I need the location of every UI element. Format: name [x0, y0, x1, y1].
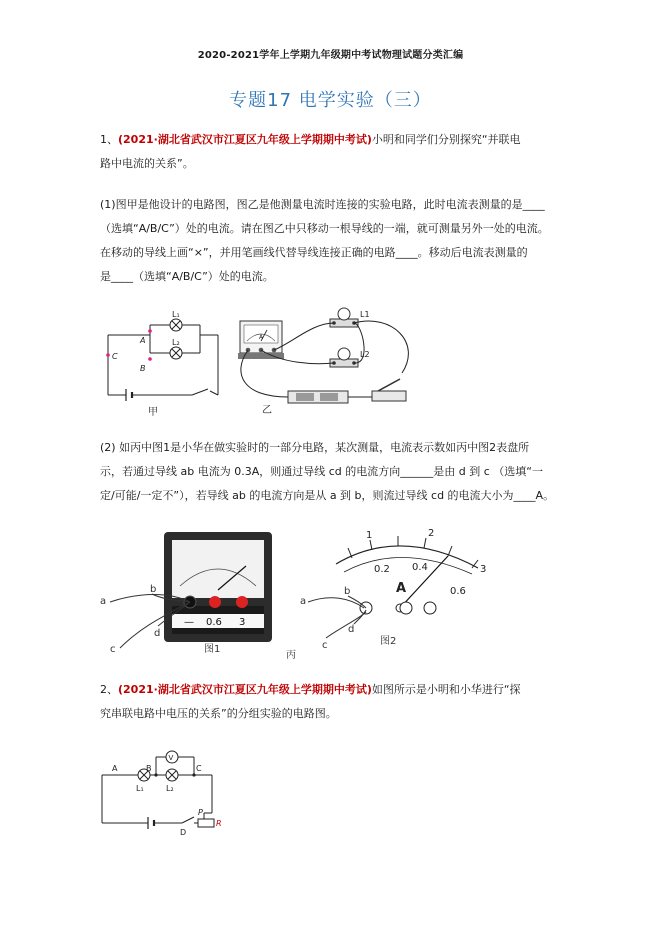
terminal-label-06: 0.6	[206, 617, 222, 628]
lamp-l2-icon	[166, 769, 178, 781]
rheostat-icon	[198, 819, 214, 827]
figure-bing	[100, 528, 500, 663]
q1-p2-line3: 定/可能/一定不”），若导线 ab 的电流方向是从 a 到 b，则流过导线 cd 的电流大小为____A。	[100, 489, 555, 502]
lamp-l1-icon	[170, 319, 182, 331]
label-l2: L₂	[172, 338, 180, 347]
q2-number: 2、	[100, 683, 118, 696]
page-header: 2020-2021学年上学期九年级期中考试物理试题分类汇编	[197, 50, 464, 61]
page-title: 专题17 电学实验（三）	[229, 90, 432, 111]
q1-part2	[100, 436, 580, 508]
q1-intro-line2: 路中电流的关系”。	[100, 157, 194, 170]
dial-top-2: 2	[428, 528, 435, 539]
terminal-label-3: 3	[239, 617, 246, 628]
dial-terminal-06	[400, 602, 412, 614]
ammeter-icon	[238, 321, 284, 359]
fig2-wire-c: c	[322, 640, 328, 651]
dial-bottom-02: 0.2	[374, 564, 390, 575]
label-l2: L₂	[166, 784, 174, 793]
series-circuit-diagram	[98, 745, 238, 837]
fig2-wire-d: d	[348, 624, 355, 635]
point-a-marker	[148, 329, 152, 333]
label-c: C	[112, 352, 118, 361]
dial-top-1: 1	[366, 530, 373, 541]
q1-number: 1、	[100, 133, 118, 146]
switch-icon	[372, 379, 406, 401]
q2-intro-line1: 如图所示是小明和小华进行“探	[371, 683, 521, 696]
q1-source: (2021·湖北省武汉市江夏区九年级上学期期中考试)	[118, 133, 372, 146]
fig-yi-label: 乙	[262, 405, 272, 416]
lamp-holder-l1-icon	[330, 308, 358, 327]
q2-intro	[100, 678, 570, 726]
label-l1: L₁	[136, 784, 144, 793]
q1-p1-line3: 在移动的导线上画“×”，并用笔画线代替导线连接正确的电路____。移动后电流表测量的	[100, 246, 528, 259]
q1-p1-line1: (1)图甲是他设计的电路图，图乙是他测量电流时连接的实验电路，此时电流表测量的是____	[100, 198, 545, 211]
point-c-marker	[106, 353, 110, 357]
terminal-label-neg: —	[184, 617, 194, 628]
node-c	[192, 773, 195, 776]
q1-intro	[100, 128, 570, 176]
label-b: B	[146, 764, 152, 773]
label-yi-l1: L1	[360, 310, 370, 319]
q2-source: (2021·湖北省武汉市江夏区九年级上学期期中考试)	[118, 683, 372, 696]
lamp-l2-icon	[170, 347, 182, 359]
fig1-wire-d: d	[154, 628, 161, 639]
fig1-wire-c: c	[110, 644, 116, 655]
svg-text:A: A	[259, 334, 264, 341]
dial-terminal-3	[424, 602, 436, 614]
q2-intro-line2: 究串联电路中电压的关系”的分组实验的电路图。	[100, 707, 337, 720]
dial-bottom-04: 0.4	[412, 562, 428, 573]
fig2-label: 图2	[380, 636, 397, 647]
fig2-wire-a: a	[300, 596, 307, 607]
fig2-wire-b: b	[344, 586, 351, 597]
ammeter-photo	[164, 532, 272, 642]
dial-unit: A	[396, 581, 407, 596]
q1-part1	[100, 193, 580, 289]
dial-top-3: 3	[480, 564, 487, 575]
label-d: D	[180, 828, 187, 837]
ammeter-dial	[336, 536, 478, 612]
label-r: R	[216, 819, 222, 828]
label-b: B	[140, 364, 146, 373]
voltmeter-label: V	[168, 754, 174, 762]
physical-circuit-yi	[232, 303, 422, 418]
terminal-3	[236, 596, 248, 608]
fig-jia-label: 甲	[148, 407, 158, 418]
circuit-diagram-jia	[100, 305, 230, 420]
q1-p1-line2: （选填“A/B/C”）处的电流。请在图乙中只移动一根导线的一端，就可测量另外一处的电流。	[100, 222, 549, 235]
node-b	[154, 773, 157, 776]
label-c: C	[196, 764, 202, 773]
q1-p2-line2: 示，若通过导线 ab 电流为 0.3A，则通过导线 cd 的电流方向______是由 d 到 c （选填“一	[100, 465, 543, 478]
fig-bing-label: 丙	[286, 650, 296, 661]
label-p: P	[198, 808, 203, 817]
label-yi-l2: L2	[360, 350, 370, 359]
q1-p1-line4: 是____（选填“A/B/C”）处的电流。	[100, 270, 274, 283]
point-b-marker	[148, 357, 152, 361]
dial-bottom-06: 0.6	[450, 586, 466, 597]
fig1-label: 图1	[204, 644, 221, 655]
lamp-holder-l2-icon	[330, 348, 358, 367]
label-a: A	[140, 336, 146, 345]
q1-intro-line1: 小明和同学们分别探究“并联电	[371, 133, 521, 146]
q1-p2-line1: (2) 如丙中图1是小华在做实验时的一部分电路，某次测量，电流表示数如丙中图2表盘所	[100, 441, 530, 454]
voltmeter-icon	[166, 751, 178, 763]
label-a: A	[112, 764, 118, 773]
fig1-wire-a: a	[100, 596, 107, 607]
label-l1: L₁	[172, 310, 180, 319]
battery-box-icon	[288, 391, 348, 403]
fig1-wire-b: b	[150, 584, 157, 595]
terminal-0-6	[209, 596, 221, 608]
